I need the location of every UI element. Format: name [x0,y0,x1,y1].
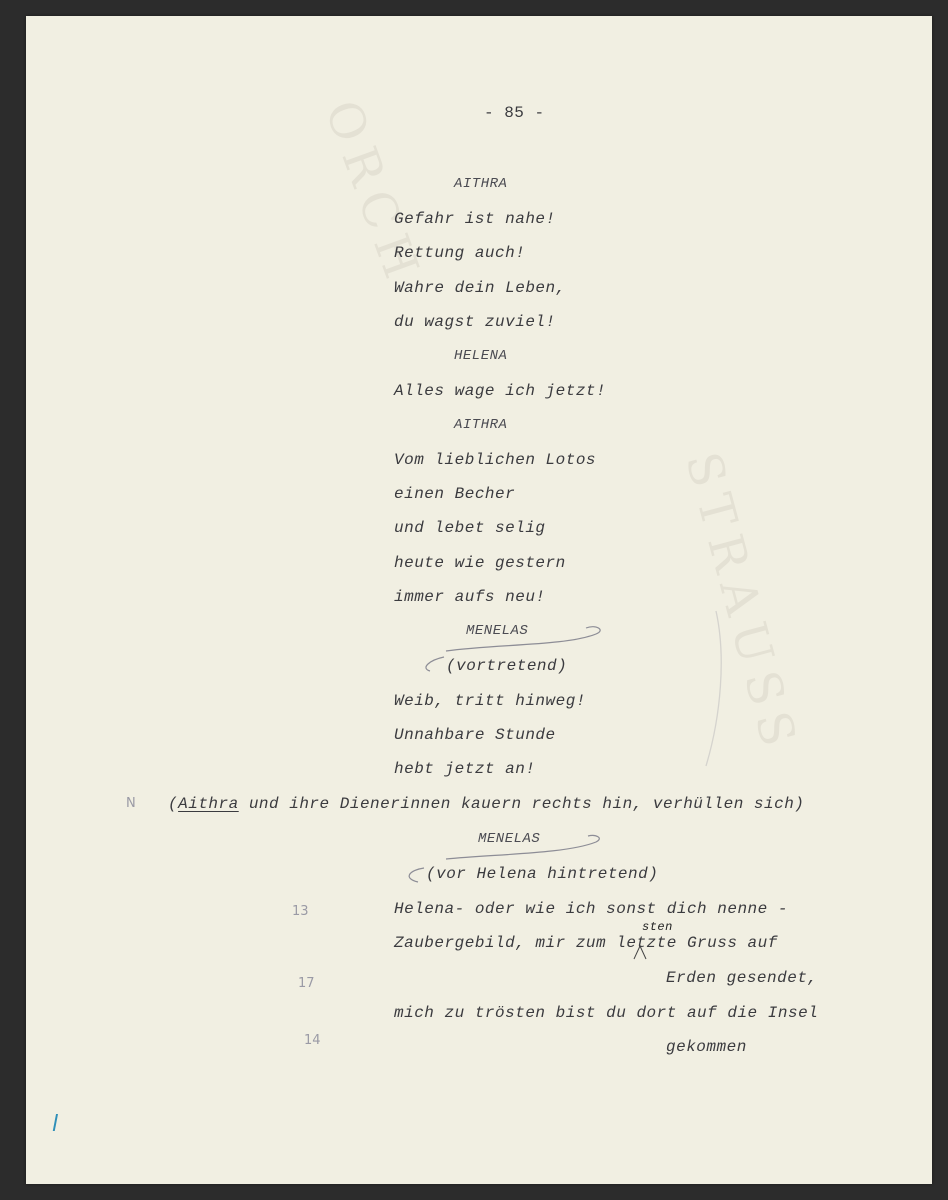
verse-line: Unnahbare Stunde [394,726,556,744]
verse-line-continuation: gekommen [666,1038,747,1056]
verse-line: Vom lieblichen Lotos [394,451,597,469]
verse-line: mich zu trösten bist du dort auf die Insel [394,1004,819,1022]
verse-line: du wagst zuviel! [394,313,556,331]
page-number: - 85 - [484,104,545,122]
show-through-text-2: STRAUSS [674,446,809,762]
vortretend-bracket [426,657,444,671]
pencil-number: 14 [304,1033,321,1048]
verse-line: und lebet selig [394,519,546,537]
verse-line: Weib, tritt hinweg! [394,692,586,710]
speaker-aithra-1: AITHRA [454,176,508,192]
verse-line: Wahre dein Leben, [394,279,566,297]
stage-direction-text: und ihre Dienerinnen kauern rechts hin, verhüllen sich) [238,795,805,813]
verse-line: heute wie gestern [394,554,566,572]
faint-pencil-loop [706,611,721,766]
verse-line: einen Becher [394,485,516,503]
pencil-number: 17 [298,976,315,991]
stage-underlined-name: Aithra [178,795,239,813]
speaker-menelas-1: MENELAS [466,623,529,639]
verse-line-continuation: Erden gesendet, [666,969,818,987]
show-through-text-1: ORCH [313,93,433,295]
pencil-number: 13 [292,904,309,919]
speaker-helena: HELENA [454,348,508,364]
stage-direction: (vor Helena hintretend) [426,865,659,883]
blue-pencil-mark: l [52,1112,59,1137]
stage-direction-aithra [168,795,804,813]
handwritten-insertion: sten [642,920,673,934]
verse-line: Rettung auch! [394,244,526,262]
verse-line: Gefahr ist nahe! [394,210,556,228]
hintretend-bracket [409,868,424,882]
stage-open-paren: ( [168,795,179,813]
verse-line: immer aufs neu! [394,588,546,606]
speaker-menelas-2: MENELAS [478,831,541,847]
verse-line: Helena- oder wie ich sonst dich nenne - [394,900,788,918]
margin-pencil-mark: N [126,796,136,811]
stage-direction: (vortretend) [446,657,568,675]
paper-sheet [26,16,932,1184]
speaker-aithra-2: AITHRA [454,417,508,433]
verse-line: hebt jetzt an! [394,760,536,778]
verse-line: Zaubergebild, mir zum letzte Gruss auf [394,934,778,952]
verse-line: Alles wage ich jetzt! [394,382,607,400]
